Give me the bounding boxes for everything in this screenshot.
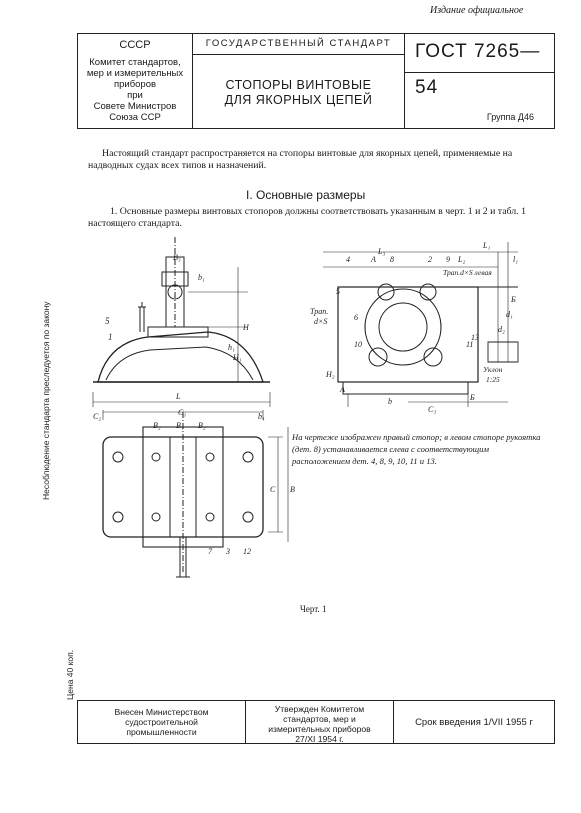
figure-caption: Черт. 1: [300, 604, 327, 614]
label-C2: C₂: [93, 412, 102, 421]
section-view: [310, 241, 518, 414]
approved-by-cell: [246, 701, 394, 743]
title-line: СТОПОРЫ ВИНТОВЫЕ: [225, 78, 372, 92]
country-label: СССР: [119, 39, 151, 51]
label-2: 2: [428, 255, 432, 264]
technical-drawing: [88, 232, 558, 602]
label-slope: Уклон: [483, 365, 503, 374]
label-slope-ratio: 1:25: [486, 375, 500, 384]
label-H2: H₂: [326, 370, 335, 379]
label-L3: L₃: [378, 247, 386, 256]
label-d2: d₂: [498, 325, 505, 334]
label-d1: d₁: [506, 310, 513, 319]
label-A: A: [371, 255, 376, 264]
label-B: B: [290, 485, 295, 494]
label-h1: h₁: [228, 343, 235, 352]
paragraph-1: 1. Основные размеры винтовых стопоров должны соответствовать указанным в черт. 1 и 2 и табл. 1 настоящего стандарта.: [88, 206, 526, 229]
label-thread-dxS: d×S: [314, 317, 328, 326]
label-B-cut: Б: [511, 295, 516, 304]
section-title: I. Основные размеры: [246, 188, 366, 202]
label-12: 12: [243, 547, 251, 556]
official-edition-label: Издание официальное: [430, 5, 524, 16]
standard-footer: [77, 700, 555, 744]
label-B3: B₃: [173, 253, 181, 262]
label-thread: Трап.: [310, 307, 329, 316]
label-L1: L₁: [483, 241, 491, 250]
label-L2: L₂: [458, 255, 466, 264]
committee-line: Совете Министров: [93, 101, 177, 112]
committee-line: Комитет стандартов,: [89, 57, 181, 68]
label-C1: C₁: [178, 408, 187, 417]
standard-header: [77, 33, 555, 129]
introduced-line: промышленности: [126, 727, 197, 737]
label-13: 13: [471, 333, 479, 342]
title-cell: [193, 34, 405, 128]
introduced-line: судостроительной: [125, 717, 198, 727]
label-1: 1: [108, 332, 113, 342]
label-H1: H₁: [233, 353, 242, 362]
group-label: Группа Д46: [486, 112, 534, 122]
committee-line: приборов: [113, 79, 157, 90]
label-10: 10: [354, 340, 362, 349]
side-view: [93, 237, 270, 407]
label-b1: b₁: [198, 273, 205, 282]
approved-line: Утвержден Комитетом: [274, 704, 365, 714]
gost-number: ГОСТ 7265—54: [405, 34, 554, 73]
legal-notice-vertical: [41, 250, 81, 500]
drawing-note: На чертеже изображен правый стопор; в левом стопоре рукоятка (дет. 8) устанавливается слева с соответствующим расположением дет. 4, 8, 9, 10, 11 и 13.: [292, 432, 541, 466]
approved-line: стандартов, мер и: [283, 714, 356, 724]
price-text: Цена 40 коп.: [65, 649, 75, 700]
document-title: [193, 55, 404, 108]
label-6: 6: [354, 313, 358, 322]
plan-view: [93, 408, 295, 577]
approved-line: измерительных приборов: [268, 724, 371, 734]
committee-line: Союза ССР: [109, 112, 161, 123]
label-3: 3: [226, 547, 230, 556]
label-5-right: 5: [336, 287, 340, 296]
gost-cell: [405, 34, 554, 128]
title-line: ДЛЯ ЯКОРНЫХ ЦЕПЕЙ: [224, 93, 373, 107]
label-b: b: [388, 397, 392, 406]
legal-notice-text: Несоблюдение стандарта преследуется по закону: [41, 301, 51, 500]
label-B2-right: B₂: [198, 421, 206, 430]
committee-cell: [78, 34, 193, 128]
introduced-by-cell: [78, 701, 246, 743]
label-7: 7: [208, 547, 212, 556]
label-B1: B₁: [176, 421, 184, 430]
label-C: C: [270, 485, 276, 494]
label-L: L: [176, 392, 181, 401]
label-l1: l₁: [513, 255, 519, 264]
label-5: 5: [105, 316, 110, 326]
committee-line: мер и измерительных: [86, 68, 184, 79]
approved-line: 27/XI 1954 г.: [295, 734, 344, 744]
committee-line: при: [127, 90, 143, 101]
introduced-line: Внесен Министерством: [114, 707, 209, 717]
label-9: 9: [446, 255, 450, 264]
effective-date-cell: Срок введения 1/VII 1955 г: [415, 717, 533, 728]
label-B2-left: B₂: [153, 421, 161, 430]
label-C3: C₃: [428, 405, 437, 414]
label-11: 11: [466, 340, 474, 349]
label-A-bottom: A: [340, 385, 345, 394]
standard-type: ГОСУДАРСТВЕННЫЙ СТАНДАРТ: [193, 34, 404, 55]
label-H: H: [243, 323, 249, 332]
label-B-bottom: Б: [470, 393, 475, 402]
intro-paragraph: Настоящий стандарт распространяется на стопоры винтовые для якорных цепей, применяемые на надводных судах всех типов и назначений.: [88, 148, 513, 171]
label-b1-plan: b₁: [258, 412, 265, 421]
label-4: 4: [346, 255, 350, 264]
label-thread-left: Трап.d×S левая: [443, 268, 492, 277]
label-8: 8: [390, 255, 394, 264]
